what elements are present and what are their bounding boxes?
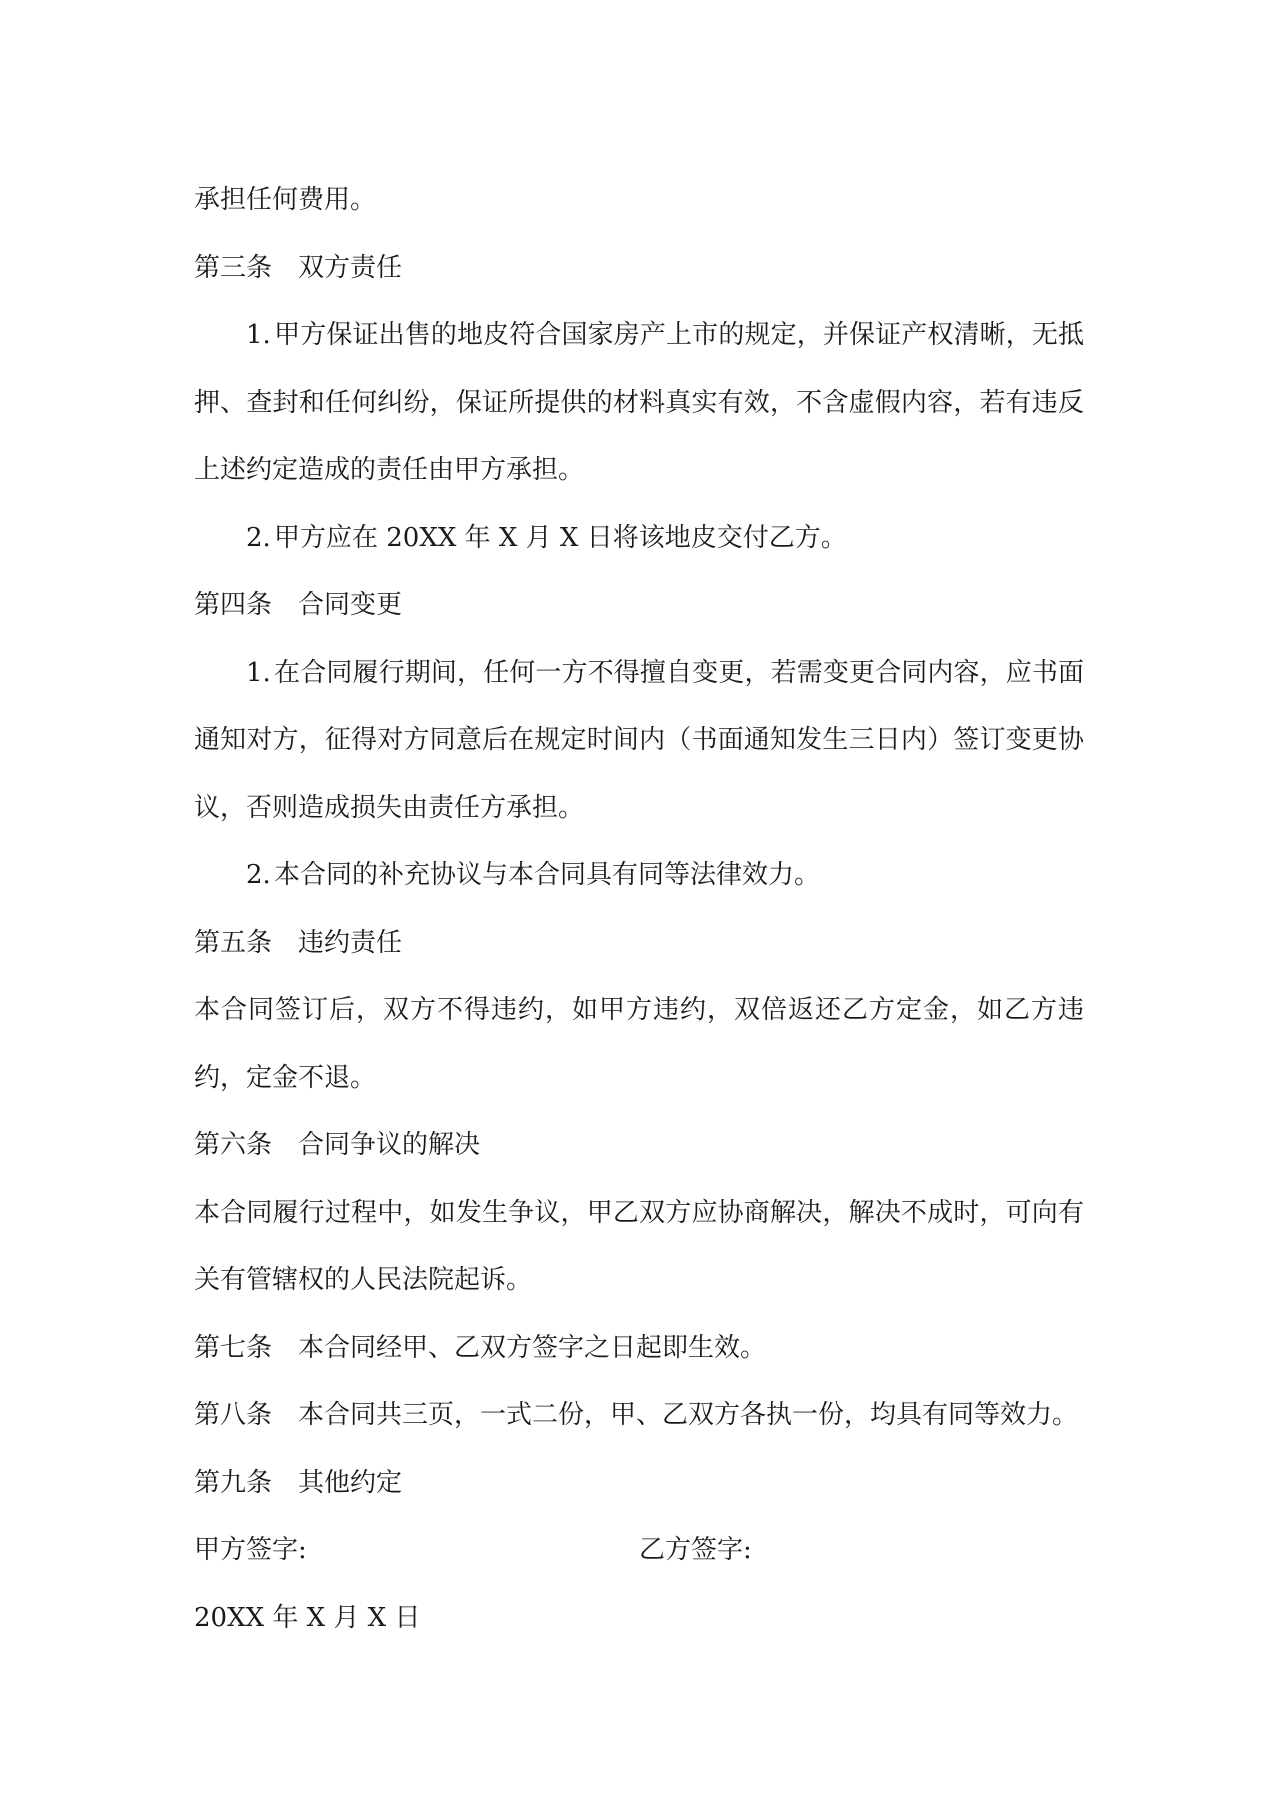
article-7	[194, 1315, 1084, 1383]
article-title: 本合同经甲、乙双方签字之日起即生效。	[298, 1332, 767, 1363]
article-9-heading	[194, 1450, 1084, 1518]
article-title: 双方责任	[298, 252, 403, 283]
article-number: 第五条	[194, 927, 273, 958]
contract-body	[194, 167, 1084, 1652]
article-title: 合同变更	[298, 590, 403, 620]
article-title: 其他约定	[298, 1467, 403, 1498]
item-number: 1.	[246, 657, 271, 688]
party-b-signature-label: 乙方签字:	[639, 1535, 752, 1565]
article-number: 第九条	[194, 1467, 273, 1498]
article-6-body: 本合同履行过程中，如发生争议，甲乙双方应协商解决，解决不成时，可向有关有管辖权的人民法院起诉。	[194, 1197, 1084, 1295]
item-number: 1.	[246, 320, 271, 350]
article-6-heading	[194, 1112, 1084, 1180]
item-text: 甲方应在 20XX 年 X 月 X 日将该地皮交付乙方。	[274, 522, 847, 553]
article-number: 第四条	[194, 590, 273, 620]
item-text: 本合同的补充协议与本合同具有同等法律效力。	[274, 860, 821, 890]
article-number: 第七条	[194, 1332, 273, 1363]
article-4-heading	[194, 572, 1084, 640]
signature-row	[194, 1517, 1084, 1585]
item-text: 甲方保证出售的地皮符合国家房产上市的规定，并保证产权清晰，无抵押、查封和任何纠纷，保证所提供的材料真实有效，不含虚假内容，若有违反上述约定造成的责任由甲方承担。	[194, 320, 1084, 485]
article-number: 第六条	[194, 1130, 273, 1160]
article-4-item-1	[194, 640, 1084, 843]
article-number: 第八条	[194, 1400, 273, 1430]
item-number: 2.	[246, 860, 271, 890]
article-3-item-1	[194, 302, 1084, 505]
article-title: 违约责任	[298, 927, 403, 958]
article-title: 合同争议的解决	[298, 1130, 481, 1160]
article-title: 本合同共三页，一式二份，甲、乙双方各执一份，均具有同等效力。	[298, 1400, 1079, 1430]
article-3-heading	[194, 235, 1084, 303]
article-3-item-2	[194, 505, 1084, 573]
article-4-item-2	[194, 842, 1084, 910]
item-text: 在合同履行期间，任何一方不得擅自变更，若需变更合同内容，应书面通知对方，征得对方同意后在规定时间内（书面通知发生三日内）签订变更协议，否则造成损失由责任方承担。	[194, 657, 1084, 823]
item-number: 2.	[246, 522, 271, 553]
article-5-heading	[194, 910, 1084, 978]
article-8	[194, 1382, 1084, 1450]
article-5-body: 本合同签订后，双方不得违约，如甲方违约，双倍返还乙方定金，如乙方违约，定金不退。	[194, 995, 1084, 1093]
article-number: 第三条	[194, 252, 273, 283]
signing-date: 20XX 年 X 月 X 日	[194, 1602, 421, 1633]
continuation-text: 承担任何费用。	[194, 185, 377, 215]
party-a-signature-label: 甲方签字:	[194, 1535, 307, 1565]
